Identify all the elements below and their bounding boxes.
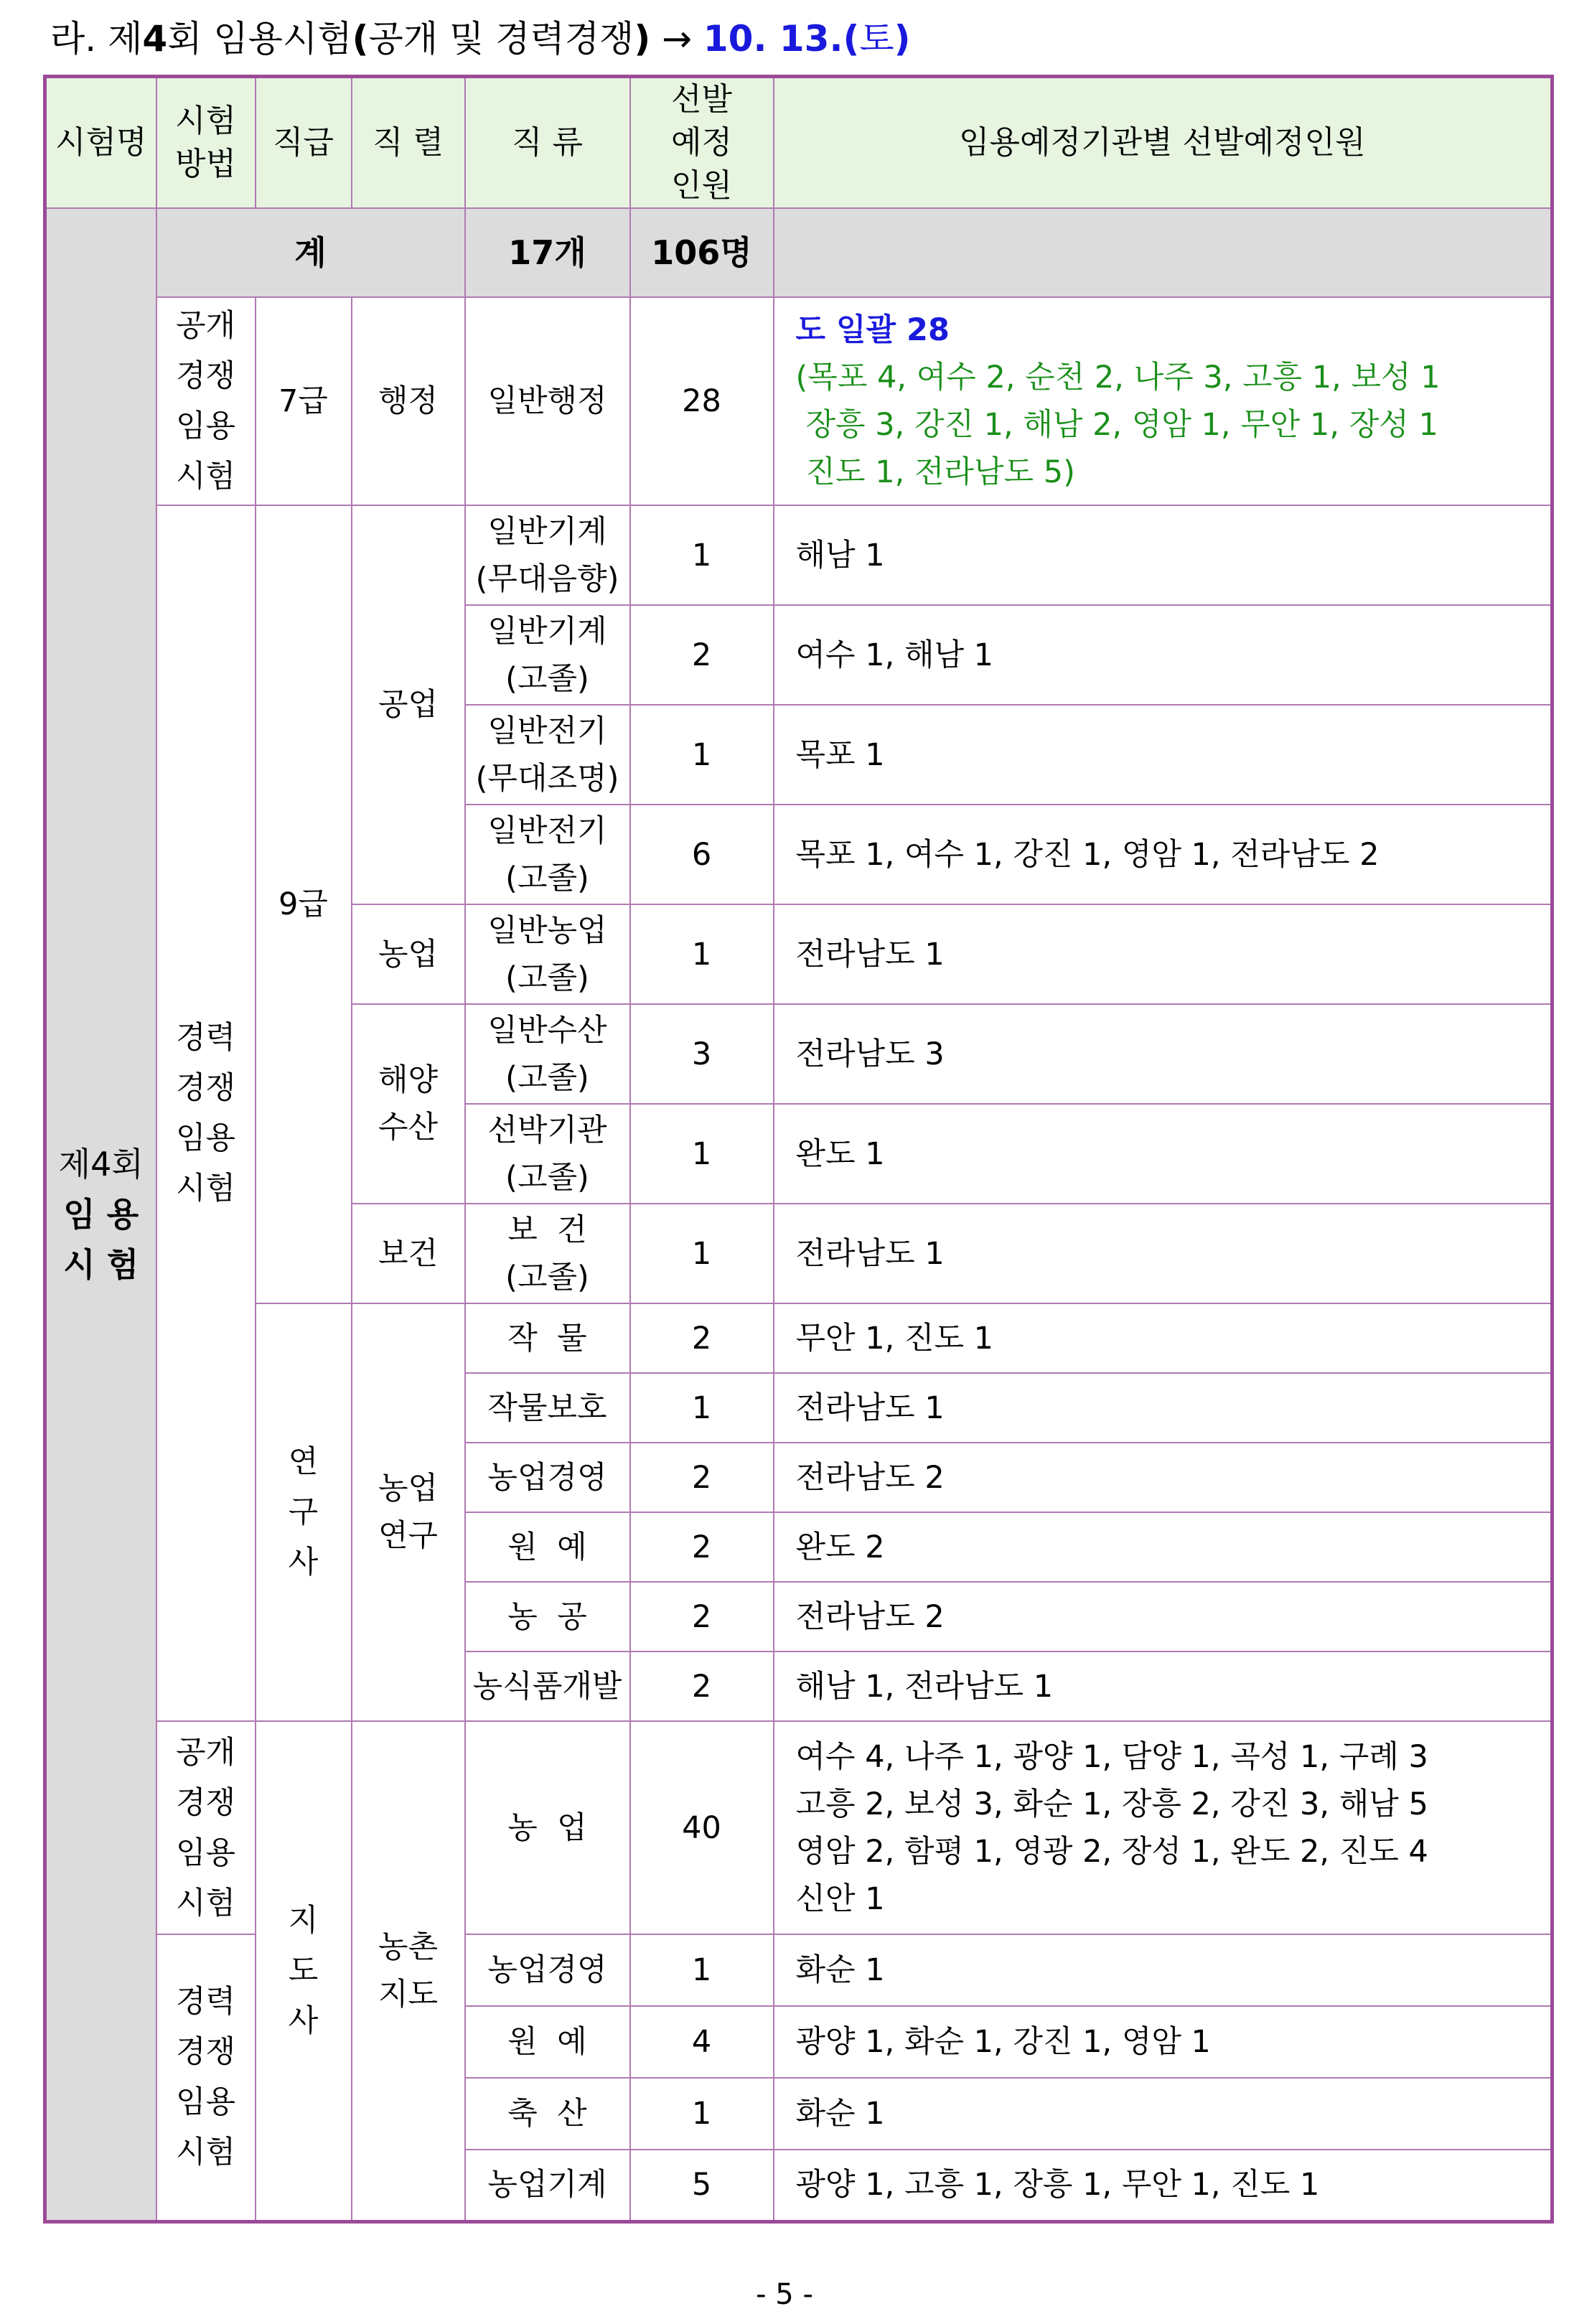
category-cell: 일반기계 (고졸) bbox=[465, 605, 630, 705]
category-cell: 원 예 bbox=[465, 1512, 630, 1582]
count-cell: 6 bbox=[630, 805, 774, 904]
category-cell: 일반전기 (무대조명) bbox=[465, 705, 630, 805]
allocation-cell: 목포 1, 여수 1, 강진 1, 영암 1, 전라남도 2 bbox=[774, 805, 1552, 904]
total-label: 계 bbox=[156, 208, 465, 297]
heading-paren-open: ( bbox=[352, 18, 369, 60]
category-cell: 농업기계 bbox=[465, 2150, 630, 2221]
series-agri: 농업 bbox=[352, 904, 465, 1004]
count-cell: 1 bbox=[630, 1373, 774, 1443]
heading-date-day: 토 bbox=[859, 18, 894, 60]
heading-sub: 공개 및 경력경쟁 bbox=[368, 18, 634, 60]
series-admin: 행정 bbox=[352, 297, 465, 505]
exam-name-cell: 제4회 임 용 시 험 bbox=[45, 208, 156, 2221]
category-cell: 일반기계 (무대음향) bbox=[465, 505, 630, 605]
heading-prefix: 라. 제 bbox=[50, 18, 143, 60]
header-category: 직 류 bbox=[465, 77, 630, 209]
count-cell: 5 bbox=[630, 2150, 774, 2221]
total-categories: 17개 bbox=[465, 208, 630, 297]
count-cell: 1 bbox=[630, 505, 774, 605]
category-cell: 작물보호 bbox=[465, 1373, 630, 1443]
grade-7: 7급 bbox=[256, 297, 352, 505]
category-cell: 농 업 bbox=[465, 1721, 630, 1934]
category-cell: 농업경영 bbox=[465, 1934, 630, 2006]
allocation-cell: 도 일괄 28 (목포 4, 여수 2, 순천 2, 나주 3, 고흥 1, 보성 1 장흥 3, 강진 1, 해남 2, 영암 1, 무안 1, 장성 1 진도 1, 전라남도 5) bbox=[774, 297, 1552, 505]
series-agri-research: 농업 연구 bbox=[352, 1303, 465, 1721]
allocation-cell: 목포 1 bbox=[774, 705, 1552, 805]
category-cell: 농 공 bbox=[465, 1582, 630, 1651]
method-open-cell: 공개 경쟁 임용 시험 bbox=[156, 297, 256, 505]
allocation-cell: 전라남도 1 bbox=[774, 1373, 1552, 1443]
count-cell: 2 bbox=[630, 1582, 774, 1651]
count-cell: 2 bbox=[630, 605, 774, 705]
header-row bbox=[45, 77, 1552, 209]
count-cell: 1 bbox=[630, 1204, 774, 1303]
allocation-cell: 광양 1, 화순 1, 강진 1, 영암 1 bbox=[774, 2006, 1552, 2078]
category-cell: 보 건 (고졸) bbox=[465, 1204, 630, 1303]
table-row bbox=[45, 505, 1552, 605]
grade-9: 9급 bbox=[256, 505, 352, 1303]
series-industry: 공업 bbox=[352, 505, 465, 904]
category-cell: 축 산 bbox=[465, 2078, 630, 2150]
count-cell: 4 bbox=[630, 2006, 774, 2078]
recruitment-table bbox=[43, 75, 1554, 2224]
category-cell: 작 물 bbox=[465, 1303, 630, 1373]
count-cell: 40 bbox=[630, 1721, 774, 1934]
allocation-cell: 해남 1, 전라남도 1 bbox=[774, 1651, 1552, 1721]
header-exam-name: 시험명 bbox=[45, 77, 156, 209]
category-cell: 농식품개발 bbox=[465, 1651, 630, 1721]
category-cell: 일반농업 (고졸) bbox=[465, 904, 630, 1004]
count-cell: 1 bbox=[630, 1934, 774, 2006]
allocation-cell: 완도 2 bbox=[774, 1512, 1552, 1582]
allocation-cell: 전라남도 2 bbox=[774, 1443, 1552, 1512]
heading-paren-close: ) bbox=[634, 18, 651, 60]
allocation-cell: 전라남도 2 bbox=[774, 1582, 1552, 1651]
count-cell: 1 bbox=[630, 2078, 774, 2150]
allocation-cell: 여수 4, 나주 1, 광양 1, 담양 1, 곡성 1, 구례 3 고흥 2, 보성 3, 화순 1, 장흥 2, 강진 3, 해남 5 영암 2, 함평 1, 영광 2, 장성 1, 완도 2, 진도 4 신안 1 bbox=[774, 1721, 1552, 1934]
category-cell: 농업경영 bbox=[465, 1443, 630, 1512]
allocation-cell: 화순 1 bbox=[774, 2078, 1552, 2150]
category-cell: 일반수산 (고졸) bbox=[465, 1004, 630, 1104]
category-cell: 일반전기 (고졸) bbox=[465, 805, 630, 904]
table-row bbox=[45, 1721, 1552, 1934]
allocation-cell: 완도 1 bbox=[774, 1104, 1552, 1204]
count-cell: 2 bbox=[630, 1303, 774, 1373]
count-cell: 2 bbox=[630, 1651, 774, 1721]
count-cell: 2 bbox=[630, 1512, 774, 1582]
allocation-cell: 광양 1, 고흥 1, 장흥 1, 무안 1, 진도 1 bbox=[774, 2150, 1552, 2221]
count-cell: 1 bbox=[630, 1104, 774, 1204]
heading-date: 10. 13. bbox=[703, 18, 843, 60]
count-cell: 1 bbox=[630, 904, 774, 1004]
series-marine: 해양 수산 bbox=[352, 1004, 465, 1204]
allocation-cell: 전라남도 1 bbox=[774, 904, 1552, 1004]
allocation-cell: 전라남도 3 bbox=[774, 1004, 1552, 1104]
allocation-cell: 무안 1, 진도 1 bbox=[774, 1303, 1552, 1373]
total-people: 106명 bbox=[630, 208, 774, 297]
heading-date-paren-open: ( bbox=[843, 18, 860, 60]
heading-date-paren-close: ) bbox=[894, 18, 911, 60]
heading-mid: 회 임용시험 bbox=[167, 18, 352, 60]
header-allocation: 임용예정기관별 선발예정인원 bbox=[774, 77, 1552, 209]
header-grade: 직급 bbox=[256, 77, 352, 209]
series-rural: 농촌 지도 bbox=[352, 1721, 465, 2221]
grade-researcher: 연 구 사 bbox=[256, 1303, 352, 1721]
allocation-cell: 화순 1 bbox=[774, 1934, 1552, 2006]
header-count: 선발 예정 인원 bbox=[630, 77, 774, 209]
count-cell: 28 bbox=[630, 297, 774, 505]
method-career-cell: 경력 경쟁 임용 시험 bbox=[156, 505, 256, 1721]
heading-arrow: → bbox=[650, 18, 703, 60]
allocation-cell: 여수 1, 해남 1 bbox=[774, 605, 1552, 705]
page-heading bbox=[50, 10, 910, 67]
heading-number: 4 bbox=[142, 18, 168, 60]
method-open-cell-2: 공개 경쟁 임용 시험 bbox=[156, 1721, 256, 1934]
header-method: 시험 방법 bbox=[156, 77, 256, 209]
table-row bbox=[45, 1303, 1552, 1373]
count-cell: 2 bbox=[630, 1443, 774, 1512]
total-row bbox=[45, 208, 1552, 297]
page-number: - 5 - bbox=[756, 2278, 813, 2311]
method-career-cell-2: 경력 경쟁 임용 시험 bbox=[156, 1934, 256, 2221]
header-series: 직 렬 bbox=[352, 77, 465, 209]
total-blank bbox=[774, 208, 1552, 297]
series-health: 보건 bbox=[352, 1204, 465, 1303]
count-cell: 3 bbox=[630, 1004, 774, 1104]
category-cell: 선박기관 (고졸) bbox=[465, 1104, 630, 1204]
grade-instructor: 지 도 사 bbox=[256, 1721, 352, 2221]
table-row bbox=[45, 297, 1552, 505]
allocation-cell: 해남 1 bbox=[774, 505, 1552, 605]
category-cell: 일반행정 bbox=[465, 297, 630, 505]
count-cell: 1 bbox=[630, 705, 774, 805]
category-cell: 원 예 bbox=[465, 2006, 630, 2078]
allocation-cell: 전라남도 1 bbox=[774, 1204, 1552, 1303]
